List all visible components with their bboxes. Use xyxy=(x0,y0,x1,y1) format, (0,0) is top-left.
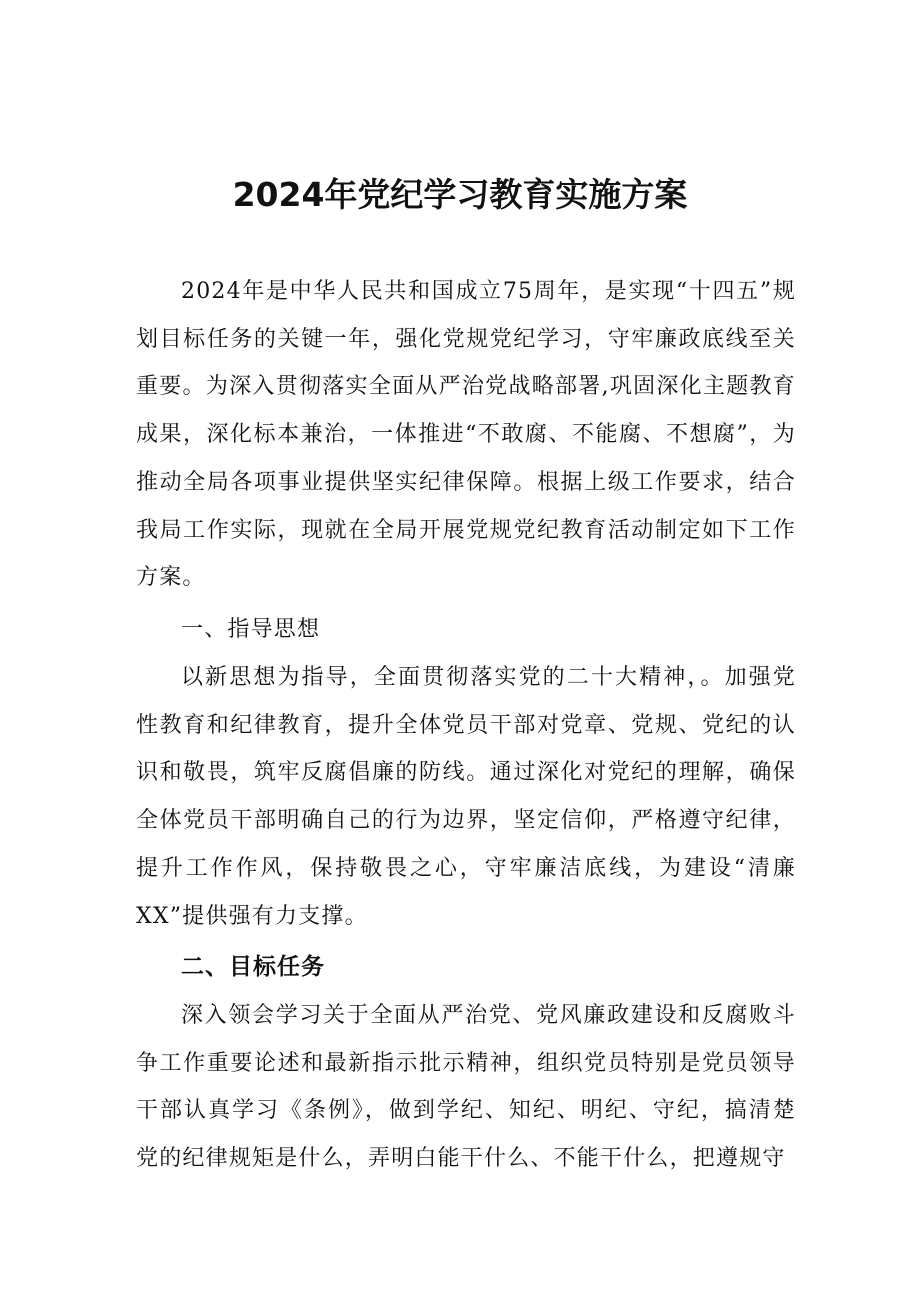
document-title: 2024年党纪学习教育实施方案 xyxy=(232,175,688,214)
intro-paragraph: 2024年是中华人民共和国成立75周年，是实现“十四五”规划目标任务的关键一年，强化党规党纪学习，守牢廉政底线至关重要。为深入贯彻落实全面从严治党战略部署,巩固深化主题教育成果，深化标本兼治，一体推进“不敢腐、不能腐、不想腐”，为推动全局各项事业提供坚实纪律保障。根据上级工作要求，结合我局工作实际，现就在全局开展党规党纪教育活动制定如下工作方案。 xyxy=(136,279,796,591)
objectives-paragraph: 深入领会学习关于全面从严治党、党风廉政建设和反腐败斗争工作重要论述和最新指示批示精神，组织党员特别是党员领导干部认真学习《条例》，做到学纪、知纪、明纪、守纪，搞清楚党的纪律规矩是什么，弄明白能干什么、不能干什么，把遵规守 xyxy=(136,1003,796,1172)
section-heading-objectives: 二、目标任务 xyxy=(181,954,325,980)
section-heading-guiding-ideology: 一、指导思想 xyxy=(181,617,321,642)
guiding-ideology-paragraph: 以新思想为指导，全面贯彻落实党的二十大精神，。加强党性教育和纪律教育，提升全体党员干部对党章、党规、党纪的认识和敬畏，筑牢反腐倡廉的防线。通过深化对党纪的理解，确保全体党员干部明确自己的行为边界，坚定信仰，严格遵守纪律，提升工作作风，保持敬畏之心，守牢廉洁底线，为建设“清廉XX”提供强有力支撑。 xyxy=(136,665,796,929)
